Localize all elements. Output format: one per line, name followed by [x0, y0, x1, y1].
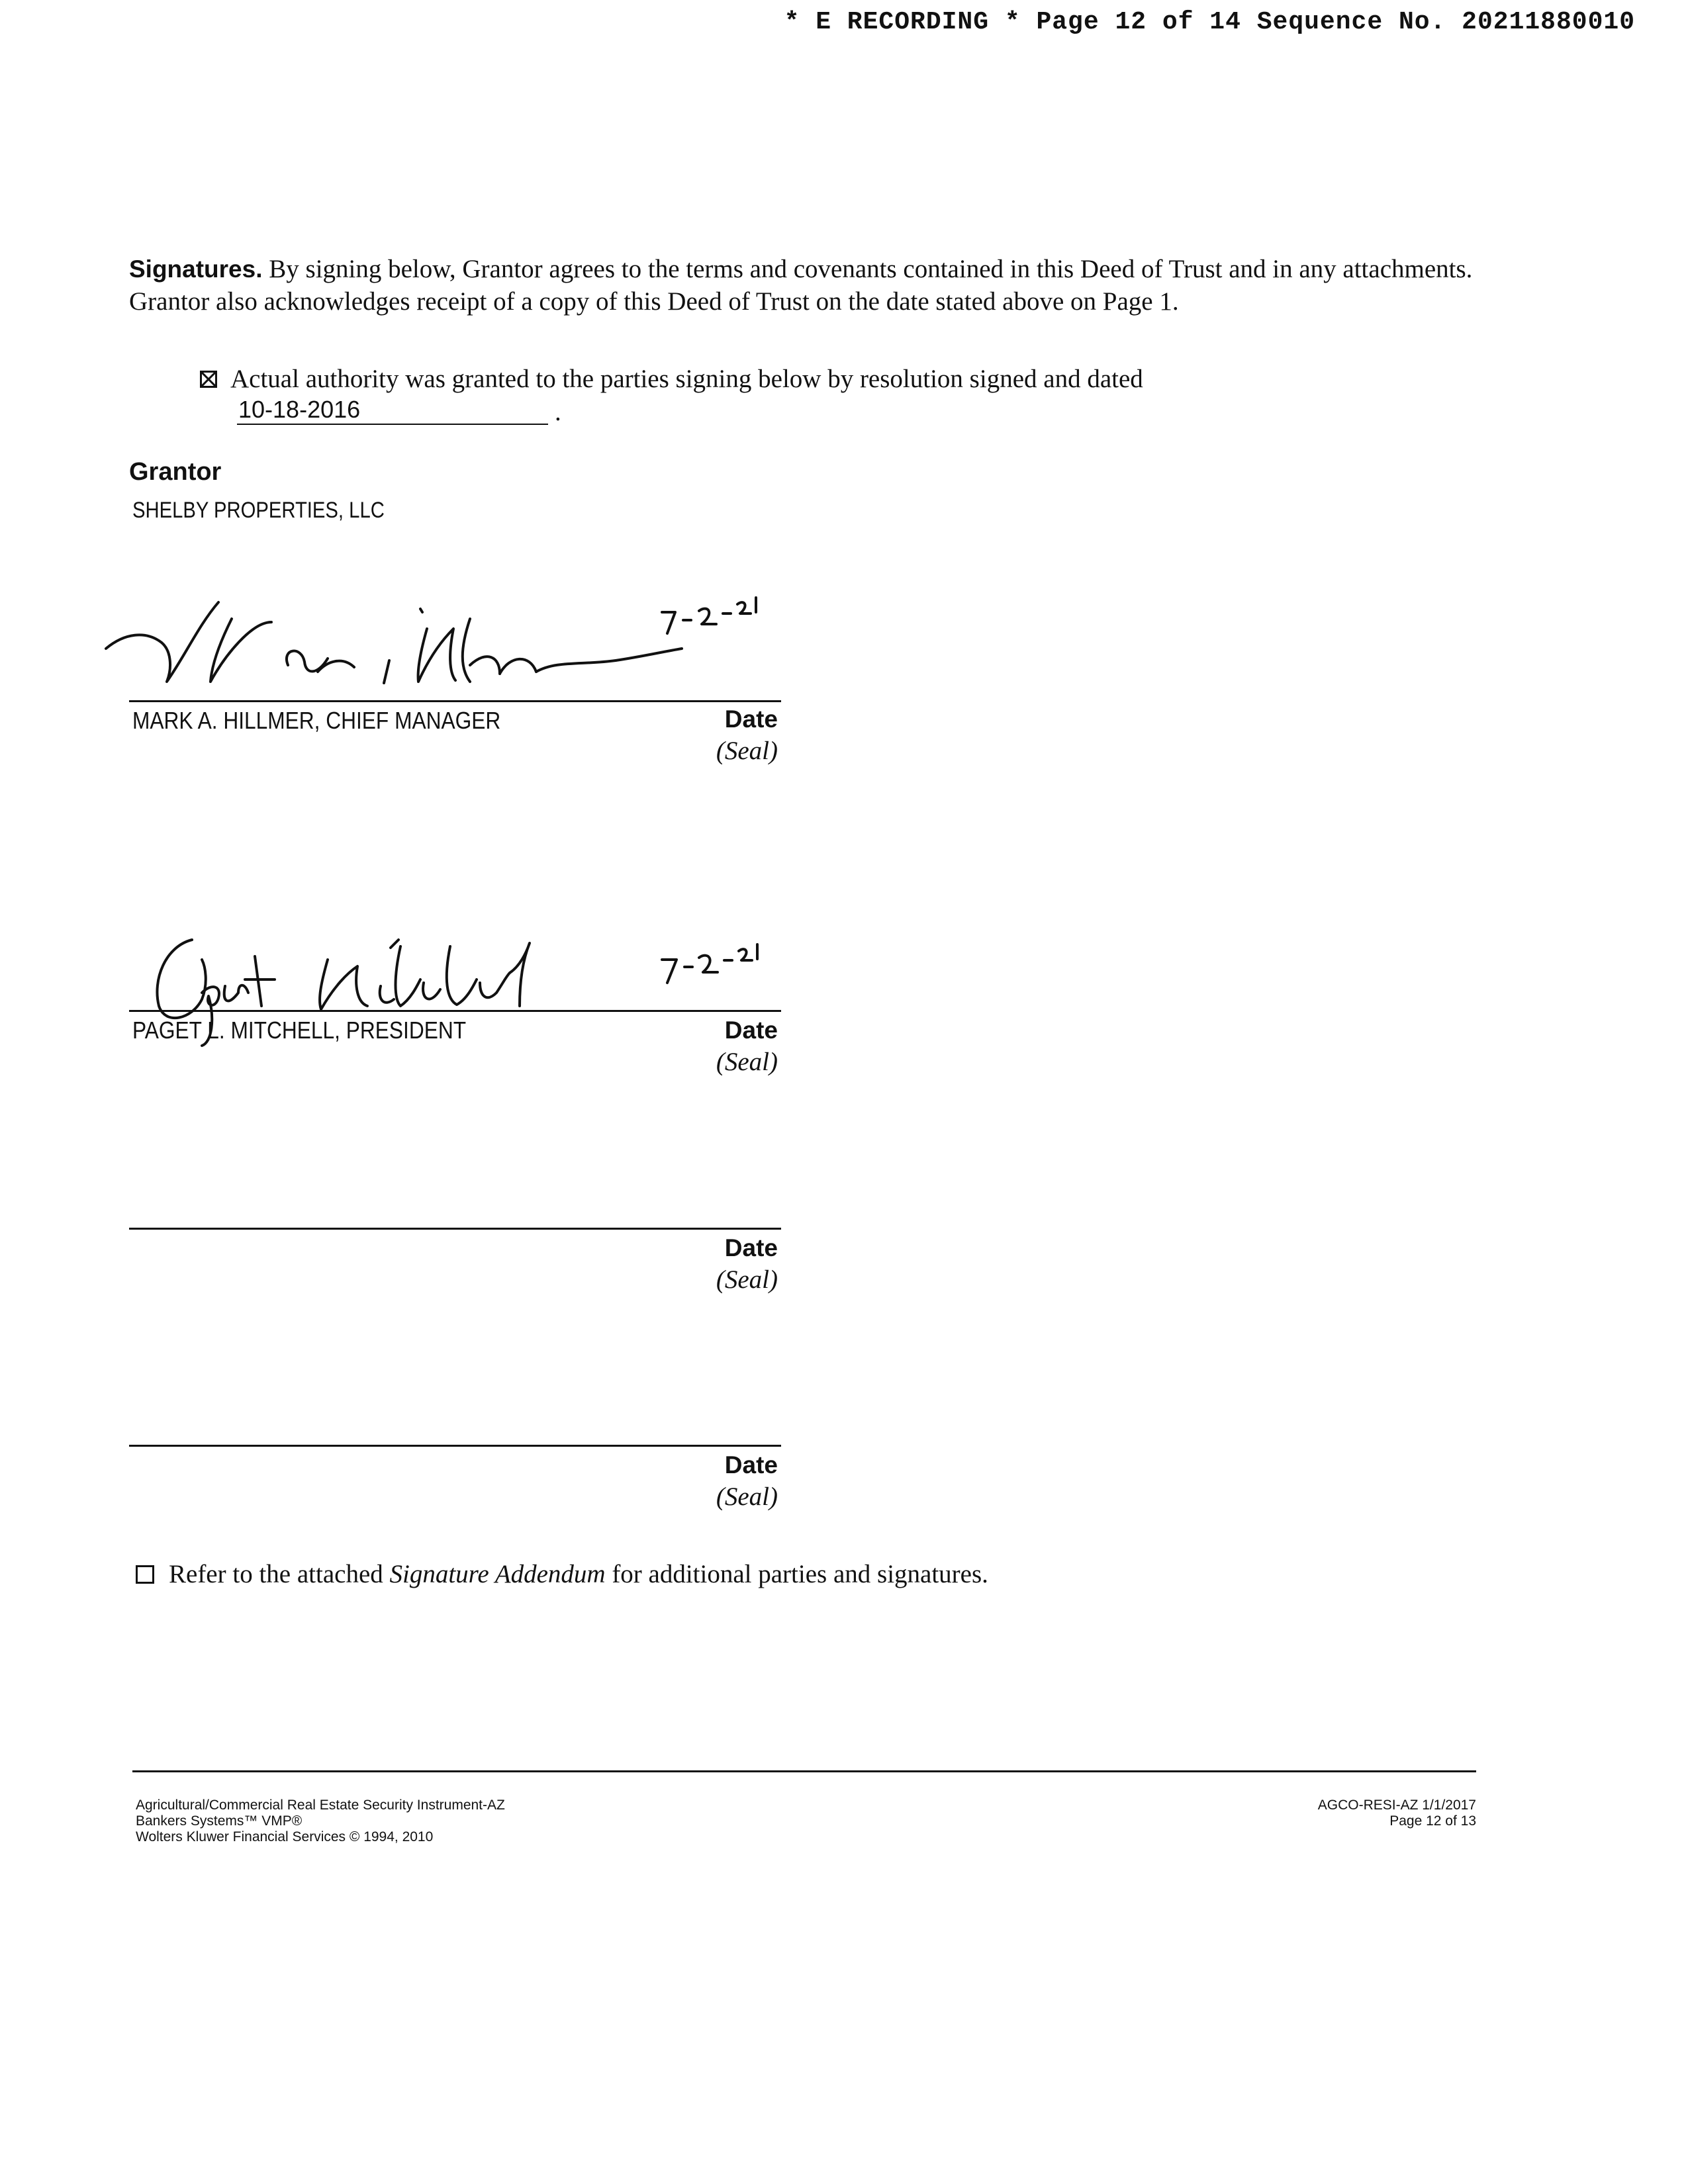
date-label-4: Date — [724, 1451, 778, 1479]
footer-form-title: Agricultural/Commercial Real Estate Security Instrument-AZ — [136, 1797, 505, 1813]
signature-line-2 — [129, 1010, 781, 1012]
footer-left — [136, 1797, 505, 1845]
signature-line-3[interactable] — [129, 1228, 781, 1230]
signature-line-1 — [129, 700, 781, 702]
seal-label-2: (Seal) — [716, 1048, 778, 1076]
authority-text: Actual authority was granted to the parties signing below by resolution signed and dated — [230, 365, 1143, 393]
footer-page-number: Page 12 of 13 — [1389, 1813, 1476, 1829]
footer-rule — [132, 1770, 1476, 1772]
signatures-paragraph — [129, 253, 1473, 318]
recording-stamp: * E RECORDING * Page 12 of 14 Sequence No. 20211880010 — [784, 8, 1635, 36]
grantor-heading: Grantor — [129, 458, 222, 486]
signatures-lead: Signatures. — [129, 255, 263, 283]
handwritten-date-1 — [655, 592, 774, 639]
addendum-emphasis: Signature Addendum — [389, 1560, 606, 1588]
signer-name-1: MARK A. HILLMER, CHIEF MANAGER — [132, 707, 501, 734]
footer-copyright: Wolters Kluwer Financial Services © 1994, 2010 — [136, 1829, 434, 1844]
date-label-1: Date — [724, 705, 778, 733]
authority-row — [200, 363, 1143, 396]
signature-line-4[interactable] — [129, 1445, 781, 1447]
seal-label-3: (Seal) — [716, 1265, 778, 1294]
authority-date-line — [237, 424, 548, 425]
addendum-prefix: Refer to the attached — [169, 1560, 383, 1588]
addendum-suffix: for additional parties and signatures. — [612, 1560, 988, 1588]
footer-publisher: Bankers Systems™ VMP® — [136, 1813, 303, 1829]
footer-right — [1318, 1797, 1476, 1829]
handwritten-date-2 — [655, 936, 774, 989]
date-label-2: Date — [724, 1017, 778, 1044]
signer-name-2: PAGET L. MITCHELL, PRESIDENT — [132, 1017, 467, 1044]
seal-label-1: (Seal) — [716, 737, 778, 765]
addendum-checkbox[interactable] — [136, 1565, 154, 1584]
authority-date: 10-18-2016 — [238, 396, 361, 423]
seal-label-4: (Seal) — [716, 1482, 778, 1511]
addendum-text — [169, 1559, 988, 1589]
authority-checkbox[interactable] — [200, 371, 217, 388]
grantor-name: SHELBY PROPERTIES, LLC — [132, 498, 385, 523]
footer-form-code: AGCO-RESI-AZ 1/1/2017 — [1317, 1797, 1476, 1813]
addendum-row — [136, 1559, 988, 1589]
authority-trailing: . — [555, 398, 561, 426]
date-label-3: Date — [724, 1234, 778, 1261]
signatures-text: By signing below, Grantor agrees to the terms and covenants contained in this Deed of Trust and in any attachments. Grantor also acknowledges receipt of a copy of this Deed of Trust on the date stated above on Page 1. — [129, 255, 1473, 316]
